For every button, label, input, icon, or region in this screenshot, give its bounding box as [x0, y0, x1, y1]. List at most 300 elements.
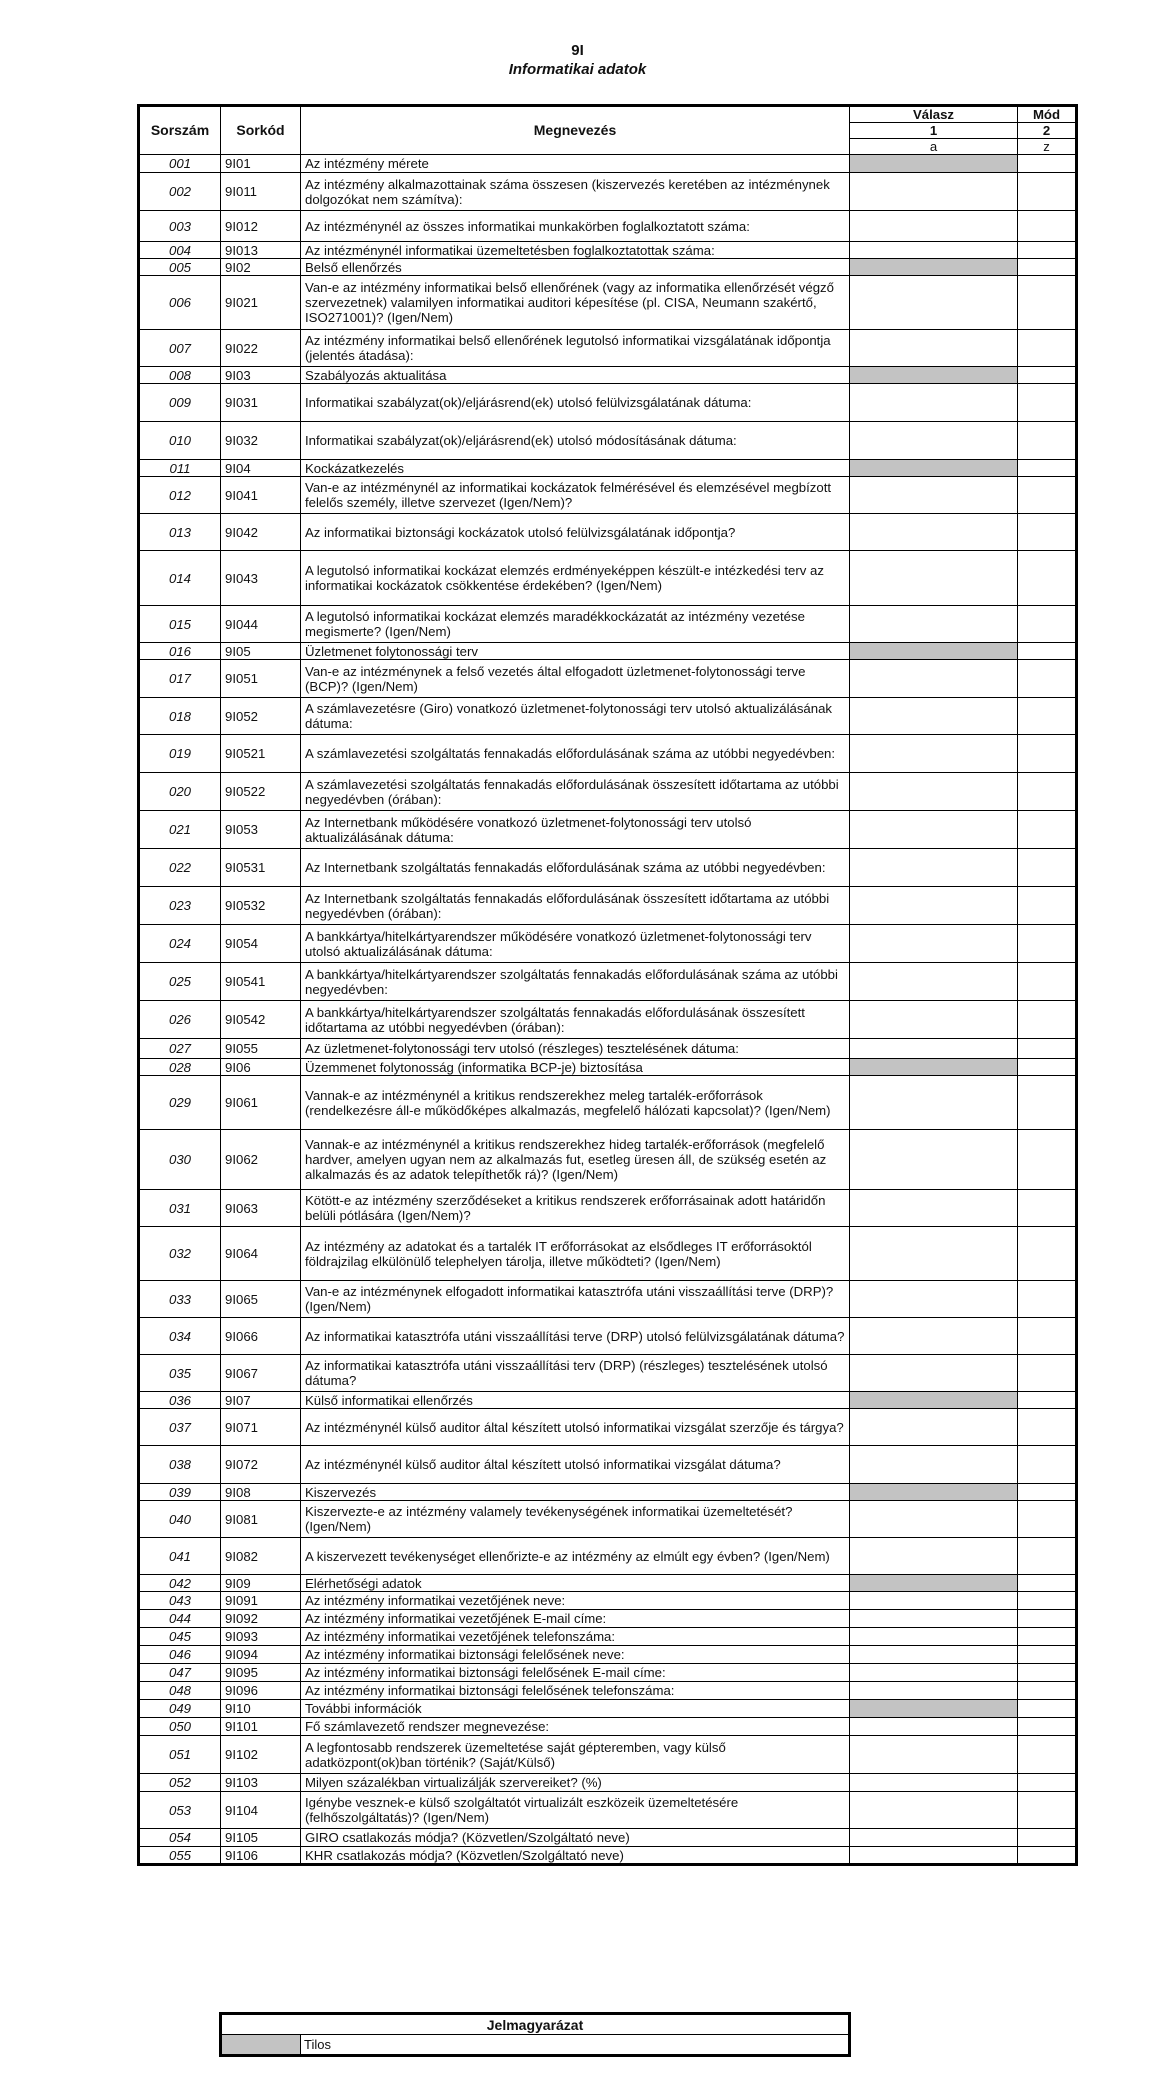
table-row	[139, 887, 1077, 925]
row-megnevezes: Az intézmény informatikai vezetőjének E-mail címe:	[301, 1610, 850, 1628]
col-header-valasz: Válasz	[850, 106, 1018, 123]
row-megnevezes: Az informatikai katasztrófa utáni visszaállítási terv (DRP) (részleges) tesztelésének utolsó dátuma?	[301, 1355, 850, 1392]
col-header-sorkod: Sorkód	[221, 106, 301, 155]
row-megnevezes: Vannak-e az intézménynél a kritikus rendszerekhez meleg tartalék-erőforrások (rendelkezésre áll-e működőképes alkalmazás, megfelelő hálózati kapcsolat)? (Igen/Nem)	[301, 1076, 850, 1130]
row-sorszam: 054	[139, 1829, 221, 1847]
table-row	[139, 1592, 1077, 1610]
row-sorszam: 042	[139, 1575, 221, 1592]
row-megnevezes: Az intézmény informatikai biztonsági felelősének E-mail címe:	[301, 1664, 850, 1682]
table-row	[139, 1446, 1077, 1484]
row-valasz-cell	[850, 1575, 1018, 1592]
row-megnevezes: Üzletmenet folytonossági terv	[301, 643, 850, 660]
col-header-mod: Mód	[1018, 106, 1077, 123]
table-row	[139, 1318, 1077, 1355]
row-megnevezes: Az informatikai biztonsági kockázatok utolsó felülvizsgálatának időpontja?	[301, 514, 850, 551]
row-mod-cell[interactable]	[1018, 259, 1077, 276]
row-sorszam: 055	[139, 1847, 221, 1865]
row-valasz-cell[interactable]	[850, 963, 1018, 1001]
row-mod-cell[interactable]	[1018, 1682, 1077, 1700]
row-mod-cell[interactable]	[1018, 1628, 1077, 1646]
row-mod-cell[interactable]	[1018, 606, 1077, 643]
row-sorszam: 019	[139, 735, 221, 773]
row-sorkod: 9I061	[221, 1076, 301, 1130]
row-valasz-cell[interactable]	[850, 606, 1018, 643]
row-valasz-cell[interactable]	[850, 1592, 1018, 1610]
row-valasz-cell[interactable]	[850, 1076, 1018, 1130]
row-valasz-cell[interactable]	[850, 1281, 1018, 1318]
col-number-mod: 2	[1018, 123, 1077, 139]
row-sorkod: 9I09	[221, 1575, 301, 1592]
row-megnevezes: Az Internetbank szolgáltatás fennakadás előfordulásának száma az utóbbi negyedévben:	[301, 849, 850, 887]
row-valasz-cell	[850, 460, 1018, 477]
row-megnevezes: Van-e az intézménynél az informatikai kockázatok felmérésével és elemzésével megbízott felelős személy, illetve szervezet (Igen/Nem)?	[301, 477, 850, 514]
data-table	[137, 104, 1078, 1866]
row-sorszam: 012	[139, 477, 221, 514]
row-sorszam: 020	[139, 773, 221, 811]
row-valasz-cell[interactable]	[850, 551, 1018, 606]
row-valasz-cell[interactable]	[850, 422, 1018, 460]
row-megnevezes: GIRO csatlakozás módja? (Közvetlen/Szolgáltató neve)	[301, 1829, 850, 1847]
row-sorszam: 034	[139, 1318, 221, 1355]
row-sorszam: 032	[139, 1227, 221, 1281]
row-sorszam: 041	[139, 1538, 221, 1575]
row-mod-cell[interactable]	[1018, 422, 1077, 460]
row-sorszam: 048	[139, 1682, 221, 1700]
row-megnevezes: Az intézmény az adatokat és a tartalék IT erőforrásokat az elsődleges IT erőforrásoktól földrajzilag elkülönülő telephelyen tárolja, illetve működteti? (Igen/Nem)	[301, 1227, 850, 1281]
row-sorszam: 006	[139, 276, 221, 330]
table-row	[139, 660, 1077, 698]
row-sorkod: 9I05	[221, 643, 301, 660]
row-mod-cell[interactable]	[1018, 1446, 1077, 1484]
row-sorszam: 010	[139, 422, 221, 460]
row-valasz-cell[interactable]	[850, 1628, 1018, 1646]
row-megnevezes: Az intézmény informatikai vezetőjének telefonszáma:	[301, 1628, 850, 1646]
row-valasz-cell[interactable]	[850, 1646, 1018, 1664]
row-mod-cell[interactable]	[1018, 1392, 1077, 1409]
row-valasz-cell[interactable]	[850, 1446, 1018, 1484]
row-mod-cell[interactable]	[1018, 242, 1077, 259]
row-valasz-cell	[850, 367, 1018, 384]
row-valasz-cell	[850, 259, 1018, 276]
row-sorkod: 9I012	[221, 211, 301, 242]
row-sorszam: 015	[139, 606, 221, 643]
row-megnevezes: Az intézménynél informatikai üzemeltetésben foglalkoztatottak száma:	[301, 242, 850, 259]
row-sorszam: 013	[139, 514, 221, 551]
row-sorszam: 025	[139, 963, 221, 1001]
col-header-sorszam: Sorszám	[139, 106, 221, 155]
legend-title: Jelmagyarázat	[221, 2014, 850, 2035]
row-sorkod: 9I0542	[221, 1001, 301, 1039]
row-mod-cell[interactable]	[1018, 477, 1077, 514]
row-mod-cell[interactable]	[1018, 1059, 1077, 1076]
row-megnevezes: Kiszervezte-e az intézmény valamely tevékenységének informatikai üzemeltetését? (Igen/Nem)	[301, 1501, 850, 1538]
table-row	[139, 1829, 1077, 1847]
row-mod-cell[interactable]	[1018, 1736, 1077, 1774]
row-valasz-cell[interactable]	[850, 1001, 1018, 1039]
table-row	[139, 1409, 1077, 1446]
row-valasz-cell[interactable]	[850, 1774, 1018, 1792]
table-row	[139, 925, 1077, 963]
row-sorszam: 011	[139, 460, 221, 477]
row-megnevezes: Üzemmenet folytonosság (informatika BCP-je) biztosítása	[301, 1059, 850, 1076]
row-mod-cell[interactable]	[1018, 1774, 1077, 1792]
row-valasz-cell[interactable]	[850, 514, 1018, 551]
row-valasz-cell[interactable]	[850, 384, 1018, 422]
row-sorszam: 037	[139, 1409, 221, 1446]
row-megnevezes: A legfontosabb rendszerek üzemeltetése saját gépteremben, vagy külső adatközpont(ok)ban történik? (Saját/Külső)	[301, 1736, 850, 1774]
row-mod-cell[interactable]	[1018, 1227, 1077, 1281]
row-sorkod: 9I022	[221, 330, 301, 367]
row-megnevezes: A legutolsó informatikai kockázat elemzés erdményeképpen készült-e intézkedési terv az informatikai kockázatok csökkentése érdekében? (Igen/Nem)	[301, 551, 850, 606]
row-megnevezes: A bankkártya/hitelkártyarendszer működésére vonatkozó üzletmenet-folytonossági terv utolsó aktualizálásának dátuma:	[301, 925, 850, 963]
row-valasz-cell[interactable]	[850, 925, 1018, 963]
row-valasz-cell[interactable]	[850, 698, 1018, 735]
row-mod-cell[interactable]	[1018, 1318, 1077, 1355]
row-sorkod: 9I044	[221, 606, 301, 643]
row-megnevezes: Az intézménynél külső auditor által készített utolsó informatikai vizsgálat dátuma?	[301, 1446, 850, 1484]
row-sorszam: 009	[139, 384, 221, 422]
row-valasz-cell[interactable]	[850, 477, 1018, 514]
row-valasz-cell[interactable]	[850, 1318, 1018, 1355]
row-sorszam: 050	[139, 1718, 221, 1736]
row-sorszam: 047	[139, 1664, 221, 1682]
row-mod-cell[interactable]	[1018, 1538, 1077, 1575]
table-row	[139, 1039, 1077, 1059]
row-sorszam: 031	[139, 1190, 221, 1227]
row-mod-cell[interactable]	[1018, 514, 1077, 551]
row-valasz-cell[interactable]	[850, 1039, 1018, 1059]
row-mod-cell[interactable]	[1018, 735, 1077, 773]
row-mod-cell[interactable]	[1018, 660, 1077, 698]
row-sorszam: 044	[139, 1610, 221, 1628]
row-mod-cell[interactable]	[1018, 276, 1077, 330]
row-megnevezes: A legutolsó informatikai kockázat elemzés maradékkockázatát az intézmény vezetése megismerte? (Igen/Nem)	[301, 606, 850, 643]
row-sorszam: 035	[139, 1355, 221, 1392]
row-megnevezes: Az intézmény mérete	[301, 155, 850, 173]
row-sorkod: 9I011	[221, 173, 301, 211]
row-sorkod: 9I067	[221, 1355, 301, 1392]
row-megnevezes: Elérhetőségi adatok	[301, 1575, 850, 1592]
row-valasz-cell	[850, 1700, 1018, 1718]
table-row	[139, 698, 1077, 735]
row-sorszam: 008	[139, 367, 221, 384]
table-row	[139, 1130, 1077, 1190]
row-megnevezes: A számlavezetési szolgáltatás fennakadás előfordulásának összesített időtartama az utóbbi negyedévben (órában):	[301, 773, 850, 811]
legend-tilos-label: Tilos	[301, 2035, 850, 2056]
row-sorszam: 049	[139, 1700, 221, 1718]
table-row	[139, 1736, 1077, 1774]
table-row	[139, 460, 1077, 477]
row-sorszam: 002	[139, 173, 221, 211]
row-valasz-cell[interactable]	[850, 849, 1018, 887]
table-row	[139, 551, 1077, 606]
row-mod-cell[interactable]	[1018, 384, 1077, 422]
row-megnevezes: Informatikai szabályzat(ok)/eljárásrend(ek) utolsó felülvizsgálatának dátuma:	[301, 384, 850, 422]
row-valasz-cell[interactable]	[850, 1130, 1018, 1190]
row-mod-cell[interactable]	[1018, 551, 1077, 606]
row-valasz-cell	[850, 155, 1018, 173]
row-sorkod: 9I101	[221, 1718, 301, 1736]
table-body	[139, 155, 1077, 1865]
table-row	[139, 276, 1077, 330]
row-mod-cell[interactable]	[1018, 1001, 1077, 1039]
row-mod-cell[interactable]	[1018, 1829, 1077, 1847]
row-valasz-cell	[850, 1484, 1018, 1501]
row-valasz-cell[interactable]	[850, 173, 1018, 211]
row-valasz-cell[interactable]	[850, 1190, 1018, 1227]
row-sorkod: 9I021	[221, 276, 301, 330]
row-sorkod: 9I105	[221, 1829, 301, 1847]
table-row	[139, 173, 1077, 211]
row-sorkod: 9I065	[221, 1281, 301, 1318]
row-sorszam: 017	[139, 660, 221, 698]
row-mod-cell[interactable]	[1018, 1484, 1077, 1501]
row-sorkod: 9I051	[221, 660, 301, 698]
table-row	[139, 367, 1077, 384]
row-megnevezes: További információk	[301, 1700, 850, 1718]
row-sorkod: 9I052	[221, 698, 301, 735]
row-mod-cell[interactable]	[1018, 1700, 1077, 1718]
row-sorkod: 9I064	[221, 1227, 301, 1281]
table-row	[139, 1575, 1077, 1592]
row-mod-cell[interactable]	[1018, 1575, 1077, 1592]
row-sorszam: 030	[139, 1130, 221, 1190]
table-row	[139, 514, 1077, 551]
row-megnevezes: Az Internetbank szolgáltatás fennakadás előfordulásának összesített időtartama az utóbbi negyedévben (órában):	[301, 887, 850, 925]
form-title: Informatikai adatok	[508, 61, 647, 78]
row-mod-cell[interactable]	[1018, 1610, 1077, 1628]
table-row	[139, 849, 1077, 887]
row-valasz-cell[interactable]	[850, 1409, 1018, 1446]
row-mod-cell[interactable]	[1018, 1130, 1077, 1190]
row-megnevezes: Van-e az intézmény informatikai belső ellenőrének (vagy az informatika ellenőrzését végző szervezetnek) valamilyen informatikai auditori képesítése (pl. CISA, Neumann szakértő, ISO271001)? (Igen/Nem)	[301, 276, 850, 330]
row-megnevezes: Az intézmény informatikai biztonsági felelősének telefonszáma:	[301, 1682, 850, 1700]
row-sorkod: 9I041	[221, 477, 301, 514]
row-megnevezes: Kötött-e az intézmény szerződéseket a kritikus rendszerek erőforrásainak adott határidőn belüli pótlására (Igen/Nem)?	[301, 1190, 850, 1227]
row-mod-cell[interactable]	[1018, 963, 1077, 1001]
row-mod-cell[interactable]	[1018, 330, 1077, 367]
table-row	[139, 1001, 1077, 1039]
row-mod-cell[interactable]	[1018, 811, 1077, 849]
row-megnevezes: Kockázatkezelés	[301, 460, 850, 477]
row-mod-cell[interactable]	[1018, 849, 1077, 887]
table-row	[139, 1774, 1077, 1792]
row-mod-cell[interactable]	[1018, 211, 1077, 242]
row-mod-cell[interactable]	[1018, 1664, 1077, 1682]
row-megnevezes: Az informatikai katasztrófa utáni visszaállítási terve (DRP) utolsó felülvizsgálatának dátuma?	[301, 1318, 850, 1355]
table-row	[139, 211, 1077, 242]
row-sorkod: 9I07	[221, 1392, 301, 1409]
row-sorkod: 9I063	[221, 1190, 301, 1227]
row-mod-cell[interactable]	[1018, 698, 1077, 735]
row-mod-cell[interactable]	[1018, 773, 1077, 811]
table-row	[139, 1792, 1077, 1829]
row-sorszam: 001	[139, 155, 221, 173]
row-megnevezes: Informatikai szabályzat(ok)/eljárásrend(ek) utolsó módosításának dátuma:	[301, 422, 850, 460]
row-sorszam: 026	[139, 1001, 221, 1039]
table-row	[139, 1610, 1077, 1628]
row-megnevezes: A bankkártya/hitelkártyarendszer szolgáltatás fennakadás előfordulásának összesített időtartama az utóbbi negyedévben (órában):	[301, 1001, 850, 1039]
row-sorkod: 9I081	[221, 1501, 301, 1538]
row-mod-cell[interactable]	[1018, 1190, 1077, 1227]
row-sorszam: 038	[139, 1446, 221, 1484]
row-sorkod: 9I04	[221, 460, 301, 477]
row-valasz-cell[interactable]	[850, 1718, 1018, 1736]
row-sorkod: 9I093	[221, 1628, 301, 1646]
row-valasz-cell[interactable]	[850, 1847, 1018, 1865]
row-mod-cell[interactable]	[1018, 1039, 1077, 1059]
row-valasz-cell[interactable]	[850, 660, 1018, 698]
row-valasz-cell[interactable]	[850, 1227, 1018, 1281]
row-valasz-cell[interactable]	[850, 1501, 1018, 1538]
table-row	[139, 1190, 1077, 1227]
row-mod-cell[interactable]	[1018, 1792, 1077, 1829]
row-valasz-cell[interactable]	[850, 1664, 1018, 1682]
row-valasz-cell[interactable]	[850, 211, 1018, 242]
row-megnevezes: A számlavezetési szolgáltatás fennakadás előfordulásának száma az utóbbi negyedévben:	[301, 735, 850, 773]
row-sorkod: 9I055	[221, 1039, 301, 1059]
row-valasz-cell[interactable]	[850, 811, 1018, 849]
row-valasz-cell[interactable]	[850, 1829, 1018, 1847]
row-sorkod: 9I053	[221, 811, 301, 849]
table-row	[139, 1628, 1077, 1646]
table-row	[139, 606, 1077, 643]
row-megnevezes: Az intézmény informatikai vezetőjének neve:	[301, 1592, 850, 1610]
table-row	[139, 1718, 1077, 1736]
col-number-valasz: 1	[850, 123, 1018, 139]
row-megnevezes: Az intézménynél az összes informatikai munkakörben foglalkoztatott száma:	[301, 211, 850, 242]
row-valasz-cell[interactable]	[850, 1736, 1018, 1774]
row-megnevezes: Van-e az intézménynek elfogadott informatikai katasztrófa utáni visszaállítási terve (DRP)? (Igen/Nem)	[301, 1281, 850, 1318]
row-sorkod: 9I0531	[221, 849, 301, 887]
row-sorszam: 053	[139, 1792, 221, 1829]
row-mod-cell[interactable]	[1018, 367, 1077, 384]
row-mod-cell[interactable]	[1018, 887, 1077, 925]
row-sorkod: 9I032	[221, 422, 301, 460]
row-mod-cell[interactable]	[1018, 1718, 1077, 1736]
row-mod-cell[interactable]	[1018, 643, 1077, 660]
row-valasz-cell[interactable]	[850, 1610, 1018, 1628]
row-megnevezes: Vannak-e az intézménynél a kritikus rendszerekhez hideg tartalék-erőforrások (megfelelő hardver, amelyen ugyan nem az alkalmazás fut, esetleg üresen áll, de szükség esetén az alkalmazás és az adatok telepíthetők rá)? (Igen/Nem)	[301, 1130, 850, 1190]
row-valasz-cell[interactable]	[850, 773, 1018, 811]
row-valasz-cell	[850, 643, 1018, 660]
row-sorszam: 028	[139, 1059, 221, 1076]
table-row	[139, 963, 1077, 1001]
row-megnevezes: KHR csatlakozás módja? (Közvetlen/Szolgáltató neve)	[301, 1847, 850, 1865]
row-mod-cell[interactable]	[1018, 925, 1077, 963]
row-sorszam: 018	[139, 698, 221, 735]
table-row	[139, 1501, 1077, 1538]
table-row	[139, 259, 1077, 276]
row-mod-cell[interactable]	[1018, 1076, 1077, 1130]
row-sorszam: 014	[139, 551, 221, 606]
row-sorszam: 022	[139, 849, 221, 887]
row-sorszam: 021	[139, 811, 221, 849]
row-megnevezes: Az Internetbank működésére vonatkozó üzletmenet-folytonossági terv utolsó aktualizálásának dátuma:	[301, 811, 850, 849]
table-row	[139, 242, 1077, 259]
row-sorkod: 9I095	[221, 1664, 301, 1682]
table-row	[139, 384, 1077, 422]
row-sorkod: 9I103	[221, 1774, 301, 1792]
row-sorszam: 033	[139, 1281, 221, 1318]
row-valasz-cell[interactable]	[850, 887, 1018, 925]
row-megnevezes: A számlavezetésre (Giro) vonatkozó üzletmenet-folytonossági terv utolsó aktualizálásának dátuma:	[301, 698, 850, 735]
row-valasz-cell[interactable]	[850, 1355, 1018, 1392]
row-sorkod: 9I0532	[221, 887, 301, 925]
row-megnevezes: Belső ellenőrzés	[301, 259, 850, 276]
row-mod-cell[interactable]	[1018, 1646, 1077, 1664]
row-valasz-cell[interactable]	[850, 735, 1018, 773]
row-sorkod: 9I092	[221, 1610, 301, 1628]
row-mod-cell[interactable]	[1018, 1592, 1077, 1610]
row-sorkod: 9I013	[221, 242, 301, 259]
row-sorkod: 9I0522	[221, 773, 301, 811]
table-row	[139, 773, 1077, 811]
col-letter-valasz: a	[850, 139, 1018, 155]
row-mod-cell[interactable]	[1018, 460, 1077, 477]
row-sorkod: 9I03	[221, 367, 301, 384]
row-megnevezes: Az üzletmenet-folytonossági terv utolsó (részleges) tesztelésének dátuma:	[301, 1039, 850, 1059]
row-valasz-cell	[850, 1059, 1018, 1076]
row-megnevezes: Külső informatikai ellenőrzés	[301, 1392, 850, 1409]
row-valasz-cell[interactable]	[850, 1792, 1018, 1829]
row-sorszam: 005	[139, 259, 221, 276]
row-mod-cell[interactable]	[1018, 173, 1077, 211]
row-sorszam: 029	[139, 1076, 221, 1130]
row-sorszam: 036	[139, 1392, 221, 1409]
row-sorkod: 9I102	[221, 1736, 301, 1774]
row-sorszam: 040	[139, 1501, 221, 1538]
row-sorkod: 9I01	[221, 155, 301, 173]
row-sorkod: 9I06	[221, 1059, 301, 1076]
legend-table	[219, 2012, 851, 2057]
row-sorszam: 052	[139, 1774, 221, 1792]
row-mod-cell[interactable]	[1018, 155, 1077, 173]
row-sorkod: 9I08	[221, 1484, 301, 1501]
row-sorkod: 9I062	[221, 1130, 301, 1190]
row-valasz-cell[interactable]	[850, 1682, 1018, 1700]
legend-grey-swatch	[221, 2035, 301, 2056]
row-sorszam: 023	[139, 887, 221, 925]
row-mod-cell[interactable]	[1018, 1281, 1077, 1318]
row-mod-cell[interactable]	[1018, 1501, 1077, 1538]
row-megnevezes: Az intézmény informatikai belső ellenőrének legutolsó informatikai vizsgálatának időpontja (jelentés átadása):	[301, 330, 850, 367]
row-sorszam: 046	[139, 1646, 221, 1664]
row-sorkod: 9I043	[221, 551, 301, 606]
row-sorkod: 9I02	[221, 259, 301, 276]
table-row	[139, 1682, 1077, 1700]
row-sorszam: 043	[139, 1592, 221, 1610]
table-row	[139, 1281, 1077, 1318]
row-valasz-cell[interactable]	[850, 330, 1018, 367]
row-sorkod: 9I091	[221, 1592, 301, 1610]
row-sorszam: 004	[139, 242, 221, 259]
row-mod-cell[interactable]	[1018, 1847, 1077, 1865]
row-sorkod: 9I054	[221, 925, 301, 963]
row-valasz-cell[interactable]	[850, 276, 1018, 330]
row-mod-cell[interactable]	[1018, 1409, 1077, 1446]
table-row	[139, 811, 1077, 849]
table-row	[139, 1664, 1077, 1682]
row-megnevezes: Szabályozás aktualitása	[301, 367, 850, 384]
row-valasz-cell[interactable]	[850, 242, 1018, 259]
table-row	[139, 1484, 1077, 1501]
table-row	[139, 1355, 1077, 1392]
row-mod-cell[interactable]	[1018, 1355, 1077, 1392]
row-valasz-cell[interactable]	[850, 1538, 1018, 1575]
row-sorszam: 016	[139, 643, 221, 660]
row-sorszam: 045	[139, 1628, 221, 1646]
